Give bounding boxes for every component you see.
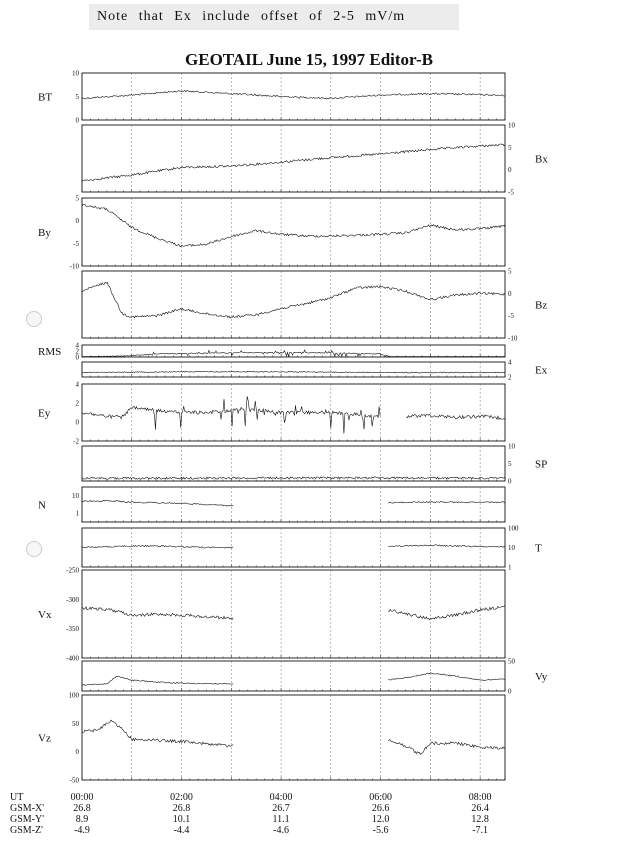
y-tick-label-t: 10 [508,544,515,552]
footer-row-value: 8.9 [75,814,89,825]
panel-label-ex: Ex [535,364,548,377]
footer-row-label: GSM-Z' [10,825,43,836]
y-tick-label-bx: 10 [508,121,515,130]
series-line-bz [82,282,505,318]
y-tick-label-sp: 0 [508,477,512,486]
panel-label-sp: SP [535,458,548,471]
series-line-n [82,500,505,506]
footer-row-label: GSM-X' [10,803,45,814]
footer-row-value: 26.4 [471,803,489,814]
footer-row-value: -5.6 [372,825,389,836]
panel-frame-bz [82,271,505,338]
y-tick-label-bz: -5 [508,312,514,321]
y-tick-label-rms: 0 [75,353,79,362]
series-line-ey [82,396,505,433]
y-tick-label-by: -5 [73,239,79,248]
footer-row-value: 12.8 [471,814,489,825]
y-tick-label-vy: 0 [508,687,512,696]
panel-frame-ex [82,362,505,377]
y-tick-label-sp: 5 [508,460,512,468]
panel-frame-by [82,198,505,266]
y-tick-label-rms: 4 [75,341,79,350]
y-tick-label-vz: -50 [69,776,79,785]
panel-label-bt: BT [38,91,53,104]
series-line-by [82,204,505,246]
footer-row-value: 26.8 [172,803,191,814]
footer-row-value: 11.1 [272,814,290,825]
footer-row-value: -7.1 [472,825,489,836]
panel-frame-vx [82,570,505,658]
footer-row-value: 08:00 [468,792,492,803]
panel-frame-vz [82,695,505,780]
series-line-ex [82,371,505,373]
y-tick-label-t: 1 [508,563,512,572]
panel-frame-vy [82,661,505,691]
panel-frame-sp [82,446,505,481]
footer-row-value: 26.8 [73,803,91,814]
panel-frame-t [82,528,505,567]
y-tick-label-bz: 0 [508,289,512,298]
footer-row-value: -4.6 [273,825,289,836]
y-tick-label-bz: -10 [508,334,518,343]
panel-label-bx: Bx [535,153,548,166]
footer-row-value: 26.7 [272,803,290,814]
series-line-vy [82,673,505,686]
y-tick-label-ey: 2 [75,399,79,408]
panel-label-ey: Ey [38,407,51,420]
y-tick-label-rms: 2 [75,347,79,356]
panel-label-n: N [38,499,46,512]
series-line-vz [82,720,505,754]
y-tick-label-ey: 0 [75,418,79,427]
panel-label-vy: Vy [535,671,548,683]
series-line-bt [82,90,505,99]
y-tick-label-bt: 0 [75,116,79,125]
series-line-t [82,545,505,548]
y-tick-label-vz: 0 [75,748,79,757]
footer-row-value: 26.6 [371,803,390,814]
y-tick-label-vx: -250 [66,566,79,575]
panel-label-by: By [38,227,51,239]
footer-row-value: 06:00 [369,792,392,803]
y-tick-label-n: 10 [72,491,79,500]
panel-label-vx: Vx [38,609,52,621]
y-tick-label-ex: 4 [508,358,512,367]
y-tick-label-ex: 2 [508,373,512,382]
y-tick-label-by: -10 [69,262,79,271]
y-tick-label-t: 100 [508,524,519,533]
y-tick-label-bx: -5 [508,188,514,197]
series-line-bx [82,144,505,182]
y-tick-label-sp: 10 [508,442,515,451]
y-tick-label-by: 0 [75,217,79,226]
y-tick-label-vz: 50 [72,719,79,728]
punch-hole-top [26,311,42,327]
y-tick-label-by: 5 [75,194,79,203]
y-tick-label-bt: 10 [72,69,79,78]
panel-label-bz: Bz [535,299,548,312]
y-tick-label-vx: -400 [66,654,79,663]
panel-frame-bx [82,125,505,192]
chart-title: GEOTAIL June 15, 1997 Editor-B [185,50,433,69]
series-line-sp [82,477,505,479]
y-tick-label-bz: 5 [508,267,512,276]
y-tick-label-vx: -350 [66,625,79,634]
y-tick-label-bt: 5 [75,93,79,101]
panel-label-t: T [535,542,542,555]
footer-row-value: 12.0 [371,814,390,825]
offset-note: Note that Ex include offset of 2-5 mV/m [89,4,459,30]
y-tick-label-bx: 5 [508,143,512,152]
y-tick-label-bx: 0 [508,166,512,175]
y-tick-label-ey: -2 [73,437,79,446]
y-tick-label-n: 1 [75,509,79,518]
punch-hole-bottom [26,541,42,557]
footer-row-label: GSM-Y' [10,814,45,825]
footer-row-value: 04:00 [269,792,293,803]
y-tick-label-vz: 100 [68,691,79,700]
series-line-rms [82,350,505,356]
panel-label-rms: RMS [38,346,62,358]
footer-row-value: -4.4 [173,825,190,836]
footer-row-label: UT [10,792,24,803]
footer-row-value: 10.1 [172,814,191,825]
footer-row-value: 00:00 [70,792,94,803]
footer-row-value: 02:00 [170,792,193,803]
y-tick-label-ey: 4 [75,380,79,389]
y-tick-label-vx: -300 [66,595,79,604]
y-tick-label-vy: 50 [508,657,515,666]
series-line-vx [82,606,505,620]
footer-row-value: -4.9 [74,825,90,836]
panel-frame-bt [82,73,505,120]
panel-frame-n [82,487,505,522]
panel-label-vz: Vz [38,732,51,745]
